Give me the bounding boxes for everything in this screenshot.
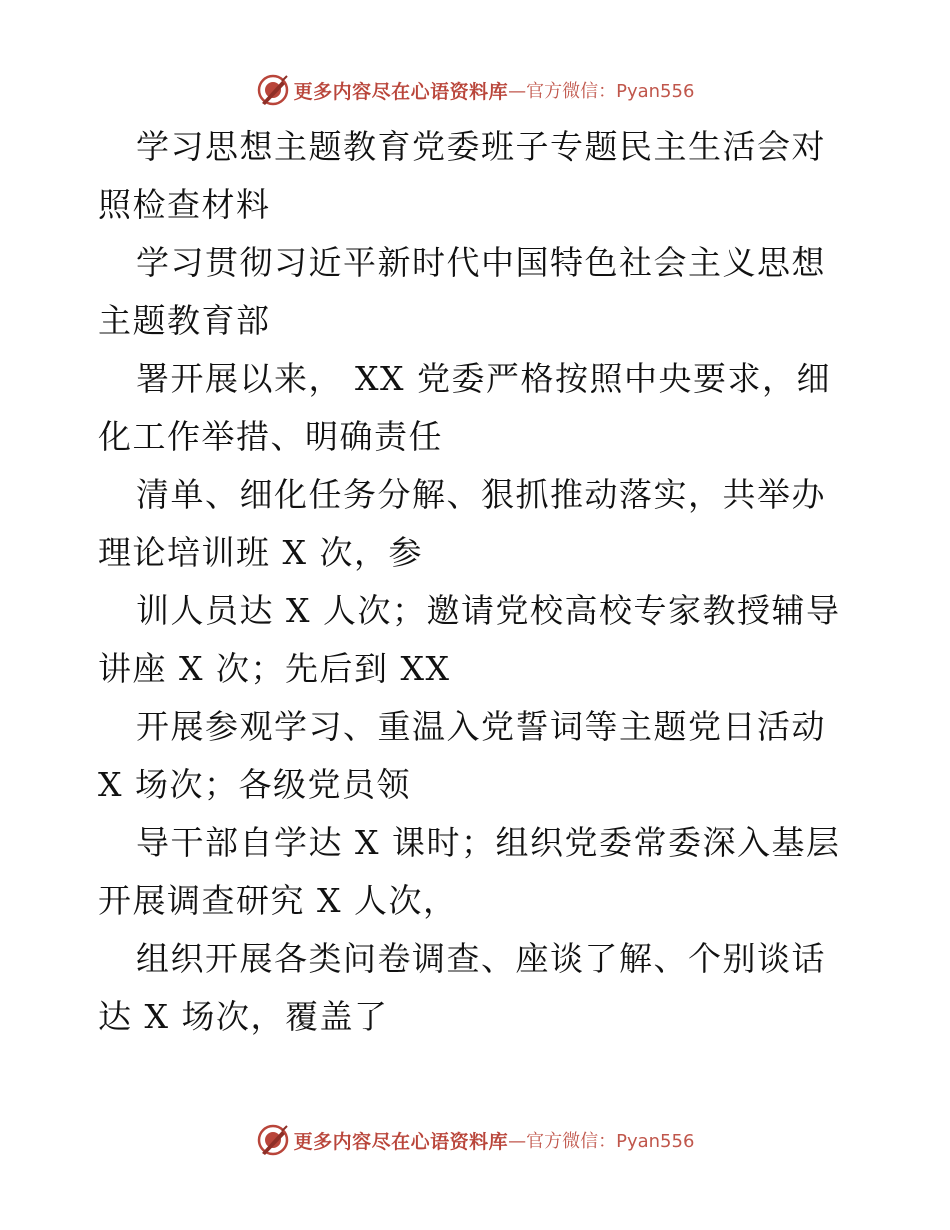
footer-watermark [0, 1120, 950, 1160]
header-watermark [0, 70, 950, 110]
paragraph-8: 组织开展各类问卷调查、座谈了解、个别谈话达 X 场次，覆盖了 [98, 939, 826, 1036]
paragraph-5: 训人员达 X 人次；邀请党校高校专家教授辅导讲座 X 次；先后到 XX [98, 591, 841, 688]
pen-seal-logo-icon [256, 73, 290, 107]
pen-seal-logo-icon [256, 1123, 290, 1157]
paragraph-2: 学习贯彻习近平新时代中国特色社会主义思想主题教育部 [98, 243, 826, 340]
paragraph-3: 署开展以来， XX 党委严格按照中央要求，细化工作举措、明确责任 [98, 359, 831, 456]
document-body [98, 118, 858, 1046]
footer-contact-text: —官方微信：Pyan556 [508, 1131, 695, 1152]
paragraph-6: 开展参观学习、重温入党誓词等主题党日活动 X 场次；各级党员领 [98, 707, 826, 804]
header-contact-text: —官方微信：Pyan556 [508, 81, 695, 102]
footer-brand-text: 更多内容尽在心语资料库 [293, 1130, 509, 1153]
paragraph-1: 学习思想主题教育党委班子专题民主生活会对照检查材料 [98, 127, 826, 224]
paragraph-4: 清单、细化任务分解、狠抓推动落实，共举办理论培训班 X 次，参 [98, 475, 826, 572]
paragraph-7: 导干部自学达 X 课时；组织党委常委深入基层开展调查研究 X 人次， [98, 823, 841, 920]
header-brand-text: 更多内容尽在心语资料库 [293, 80, 509, 103]
